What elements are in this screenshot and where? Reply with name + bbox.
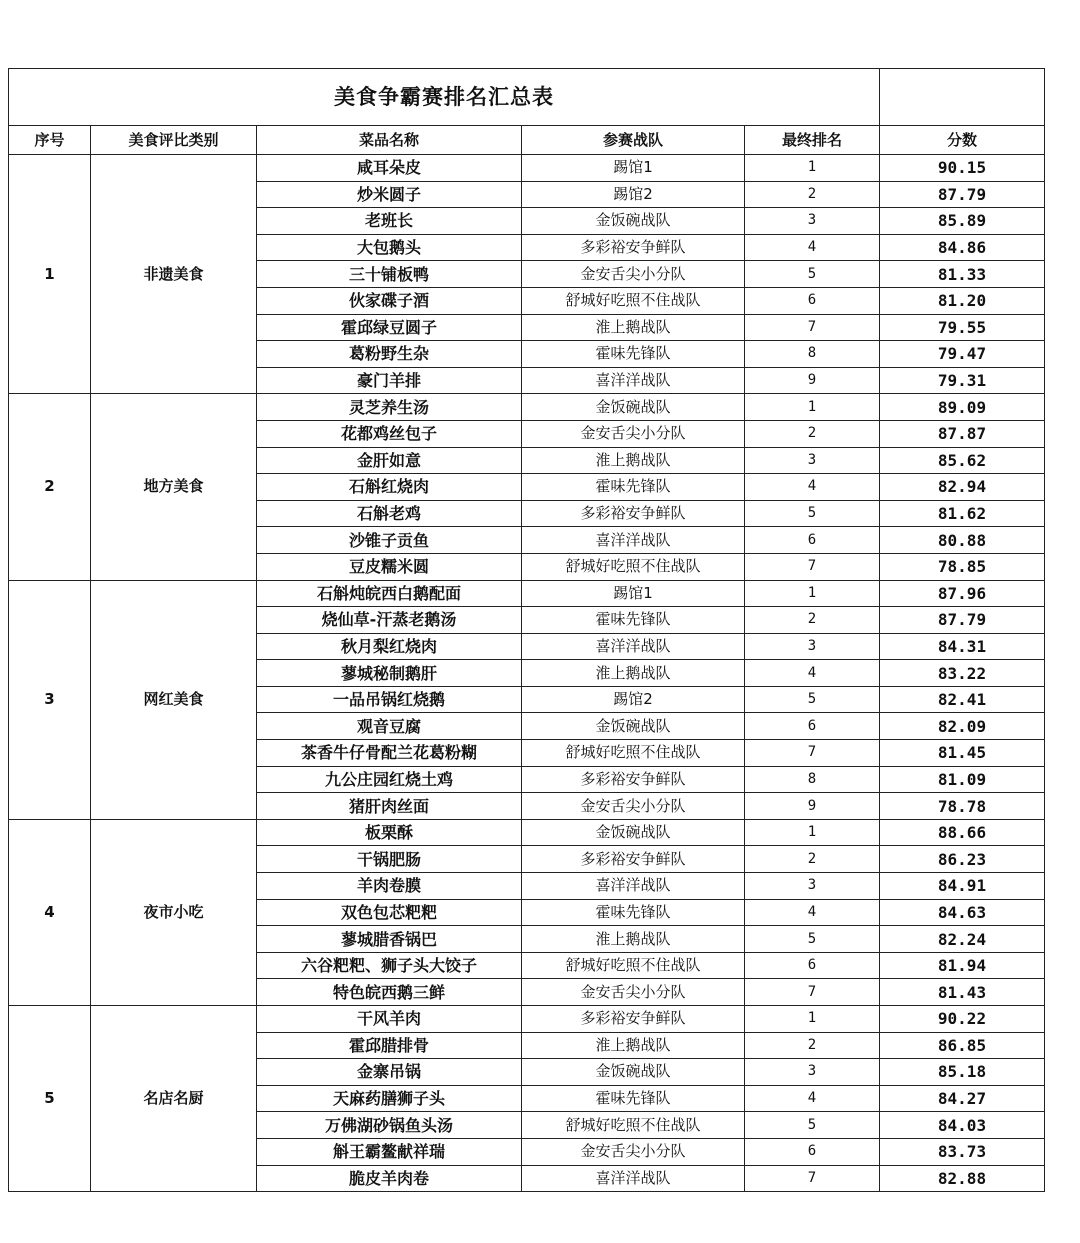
score: 79.47: [880, 341, 1045, 368]
group-category: 地方美食: [91, 394, 257, 580]
dish-name: 伙家碟子酒: [257, 287, 522, 314]
dish-name: 秋月梨红烧肉: [257, 633, 522, 660]
final-rank: 3: [745, 447, 880, 474]
score: 89.09: [880, 394, 1045, 421]
dish-name: 石斛红烧肉: [257, 474, 522, 501]
final-rank: 1: [745, 580, 880, 607]
dish-name: 金寨吊锅: [257, 1059, 522, 1086]
final-rank: 6: [745, 287, 880, 314]
score: 84.91: [880, 873, 1045, 900]
score: 81.09: [880, 766, 1045, 793]
final-rank: 7: [745, 979, 880, 1006]
score: 81.43: [880, 979, 1045, 1006]
team-name: 舒城好吃照不住战队: [522, 952, 745, 979]
dish-name: 板栗酥: [257, 819, 522, 846]
score: 82.41: [880, 686, 1045, 713]
score: 86.23: [880, 846, 1045, 873]
team-name: 霍味先锋队: [522, 341, 745, 368]
dish-name: 炒米圆子: [257, 181, 522, 208]
title-row: [9, 69, 1045, 126]
dish-name: 蓼城腊香锅巴: [257, 926, 522, 953]
score: 78.78: [880, 793, 1045, 820]
team-name: 淮上鹅战队: [522, 314, 745, 341]
table-row: [9, 580, 1045, 607]
final-rank: 2: [745, 181, 880, 208]
team-name: 多彩裕安争鲜队: [522, 234, 745, 261]
final-rank: 8: [745, 766, 880, 793]
score: 85.18: [880, 1059, 1045, 1086]
score: 85.62: [880, 447, 1045, 474]
final-rank: 7: [745, 740, 880, 767]
group-number: 4: [9, 819, 91, 1005]
dish-name: 斛王霸鳌献祥瑞: [257, 1138, 522, 1165]
score: 84.86: [880, 234, 1045, 261]
score: 87.96: [880, 580, 1045, 607]
team-name: 霍味先锋队: [522, 899, 745, 926]
team-name: 多彩裕安争鲜队: [522, 500, 745, 527]
final-rank: 7: [745, 314, 880, 341]
score: 86.85: [880, 1032, 1045, 1059]
team-name: 喜洋洋战队: [522, 367, 745, 394]
dish-name: 茶香牛仔骨配兰花葛粉糊: [257, 740, 522, 767]
dish-name: 双色包芯粑粑: [257, 899, 522, 926]
score: 81.45: [880, 740, 1045, 767]
team-name: 淮上鹅战队: [522, 1032, 745, 1059]
score: 81.33: [880, 261, 1045, 288]
team-name: 金饭碗战队: [522, 1059, 745, 1086]
final-rank: 4: [745, 474, 880, 501]
team-name: 喜洋洋战队: [522, 633, 745, 660]
score: 81.62: [880, 500, 1045, 527]
team-name: 喜洋洋战队: [522, 1165, 745, 1192]
final-rank: 2: [745, 420, 880, 447]
score: 83.22: [880, 660, 1045, 687]
final-rank: 6: [745, 527, 880, 554]
dish-name: 天麻药膳狮子头: [257, 1085, 522, 1112]
dish-name: 大包鹅头: [257, 234, 522, 261]
score: 87.79: [880, 181, 1045, 208]
team-name: 踢馆2: [522, 181, 745, 208]
final-rank: 5: [745, 686, 880, 713]
group-category: 名店名厨: [91, 1006, 257, 1192]
final-rank: 4: [745, 1085, 880, 1112]
group-number: 1: [9, 155, 91, 394]
team-name: 金安舌尖小分队: [522, 1138, 745, 1165]
dish-name: 脆皮羊肉卷: [257, 1165, 522, 1192]
final-rank: 6: [745, 952, 880, 979]
score: 82.88: [880, 1165, 1045, 1192]
score: 82.24: [880, 926, 1045, 953]
score: 83.73: [880, 1138, 1045, 1165]
team-name: 舒城好吃照不住战队: [522, 553, 745, 580]
final-rank: 9: [745, 367, 880, 394]
dish-name: 霍邱腊排骨: [257, 1032, 522, 1059]
team-name: 多彩裕安争鲜队: [522, 766, 745, 793]
team-name: 淮上鹅战队: [522, 926, 745, 953]
final-rank: 6: [745, 713, 880, 740]
final-rank: 7: [745, 1165, 880, 1192]
score: 87.79: [880, 607, 1045, 634]
final-rank: 3: [745, 1059, 880, 1086]
final-rank: 3: [745, 633, 880, 660]
final-rank: 2: [745, 1032, 880, 1059]
team-name: 金安舌尖小分队: [522, 793, 745, 820]
final-rank: 1: [745, 394, 880, 421]
dish-name: 灵芝养生汤: [257, 394, 522, 421]
table-body: [9, 155, 1045, 1192]
team-name: 金饭碗战队: [522, 394, 745, 421]
score: 81.94: [880, 952, 1045, 979]
table-row: [9, 1006, 1045, 1033]
team-name: 金安舌尖小分队: [522, 979, 745, 1006]
score: 88.66: [880, 819, 1045, 846]
team-name: 霍味先锋队: [522, 1085, 745, 1112]
dish-name: 三十铺板鸭: [257, 261, 522, 288]
dish-name: 观音豆腐: [257, 713, 522, 740]
header-dish: 菜品名称: [257, 126, 522, 155]
team-name: 踢馆1: [522, 155, 745, 182]
dish-name: 咸耳朵皮: [257, 155, 522, 182]
ranking-sheet: [8, 68, 1045, 1192]
score: 84.03: [880, 1112, 1045, 1139]
team-name: 金饭碗战队: [522, 819, 745, 846]
final-rank: 9: [745, 793, 880, 820]
group-category: 网红美食: [91, 580, 257, 819]
table-row: [9, 155, 1045, 182]
score: 82.94: [880, 474, 1045, 501]
score: 78.85: [880, 553, 1045, 580]
final-rank: 8: [745, 341, 880, 368]
final-rank: 6: [745, 1138, 880, 1165]
final-rank: 2: [745, 607, 880, 634]
score: 84.63: [880, 899, 1045, 926]
dish-name: 六谷粑粑、狮子头大饺子: [257, 952, 522, 979]
final-rank: 1: [745, 155, 880, 182]
final-rank: 1: [745, 819, 880, 846]
final-rank: 4: [745, 234, 880, 261]
dish-name: 豆皮糯米圆: [257, 553, 522, 580]
team-name: 霍味先锋队: [522, 607, 745, 634]
score: 79.31: [880, 367, 1045, 394]
team-name: 金安舌尖小分队: [522, 420, 745, 447]
table-row: [9, 394, 1045, 421]
team-name: 喜洋洋战队: [522, 873, 745, 900]
team-name: 舒城好吃照不住战队: [522, 287, 745, 314]
score: 82.09: [880, 713, 1045, 740]
header-no: 序号: [9, 126, 91, 155]
dish-name: 羊肉卷膜: [257, 873, 522, 900]
title-blank-cell: [880, 69, 1045, 126]
final-rank: 5: [745, 1112, 880, 1139]
score: 84.27: [880, 1085, 1045, 1112]
group-number: 5: [9, 1006, 91, 1192]
group-number: 3: [9, 580, 91, 819]
table-title: 美食争霸赛排名汇总表: [9, 69, 880, 126]
dish-name: 霍邱绿豆圆子: [257, 314, 522, 341]
table-row: [9, 819, 1045, 846]
header-category: 美食评比类别: [91, 126, 257, 155]
group-category: 夜市小吃: [91, 819, 257, 1005]
final-rank: 1: [745, 1006, 880, 1033]
dish-name: 烧仙草-汗蒸老鹅汤: [257, 607, 522, 634]
score: 85.89: [880, 208, 1045, 235]
team-name: 霍味先锋队: [522, 474, 745, 501]
team-name: 淮上鹅战队: [522, 660, 745, 687]
dish-name: 石斛老鸡: [257, 500, 522, 527]
header-team: 参赛战队: [522, 126, 745, 155]
team-name: 舒城好吃照不住战队: [522, 1112, 745, 1139]
score: 90.22: [880, 1006, 1045, 1033]
score: 80.88: [880, 527, 1045, 554]
team-name: 喜洋洋战队: [522, 527, 745, 554]
dish-name: 干锅肥肠: [257, 846, 522, 873]
team-name: 金安舌尖小分队: [522, 261, 745, 288]
final-rank: 3: [745, 208, 880, 235]
dish-name: 老班长: [257, 208, 522, 235]
dish-name: 万佛湖砂锅鱼头汤: [257, 1112, 522, 1139]
score: 79.55: [880, 314, 1045, 341]
team-name: 金饭碗战队: [522, 208, 745, 235]
ranking-table: [8, 68, 1045, 1192]
header-rank: 最终排名: [745, 126, 880, 155]
team-name: 踢馆1: [522, 580, 745, 607]
header-row: [9, 126, 1045, 155]
score: 90.15: [880, 155, 1045, 182]
dish-name: 蓼城秘制鹅肝: [257, 660, 522, 687]
final-rank: 5: [745, 926, 880, 953]
score: 87.87: [880, 420, 1045, 447]
dish-name: 九公庄园红烧土鸡: [257, 766, 522, 793]
dish-name: 金肝如意: [257, 447, 522, 474]
final-rank: 2: [745, 846, 880, 873]
final-rank: 4: [745, 899, 880, 926]
dish-name: 特色皖西鹅三鲜: [257, 979, 522, 1006]
dish-name: 干风羊肉: [257, 1006, 522, 1033]
final-rank: 4: [745, 660, 880, 687]
team-name: 多彩裕安争鲜队: [522, 1006, 745, 1033]
score: 84.31: [880, 633, 1045, 660]
team-name: 踢馆2: [522, 686, 745, 713]
dish-name: 葛粉野生杂: [257, 341, 522, 368]
dish-name: 豪门羊排: [257, 367, 522, 394]
group-number: 2: [9, 394, 91, 580]
dish-name: 沙锥子贡鱼: [257, 527, 522, 554]
dish-name: 石斛炖皖西白鹅配面: [257, 580, 522, 607]
group-category: 非遗美食: [91, 155, 257, 394]
team-name: 多彩裕安争鲜队: [522, 846, 745, 873]
header-score: 分数: [880, 126, 1045, 155]
final-rank: 7: [745, 553, 880, 580]
team-name: 淮上鹅战队: [522, 447, 745, 474]
team-name: 金饭碗战队: [522, 713, 745, 740]
score: 81.20: [880, 287, 1045, 314]
team-name: 舒城好吃照不住战队: [522, 740, 745, 767]
dish-name: 花都鸡丝包子: [257, 420, 522, 447]
final-rank: 5: [745, 500, 880, 527]
final-rank: 5: [745, 261, 880, 288]
dish-name: 一品吊锅红烧鹅: [257, 686, 522, 713]
dish-name: 猪肝肉丝面: [257, 793, 522, 820]
final-rank: 3: [745, 873, 880, 900]
